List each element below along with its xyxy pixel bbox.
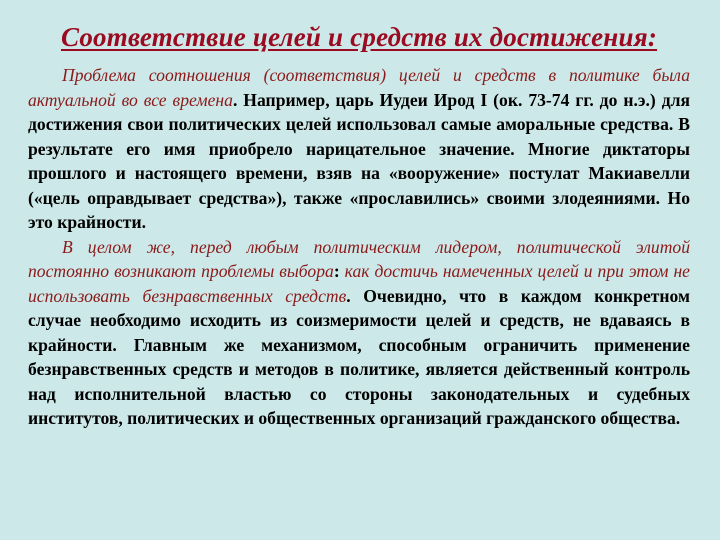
paragraph-1 — [28, 63, 690, 235]
paragraph-2-bold: . Очевидно, что в каждом конкретном случае необходимо исходить из соизмеримости целей и средств, не вдаваясь в крайности. Главным же механизмом, способным ограничить применение безнравственных средств и методов в политике, является действенный контроль над исполнительной властью со стороны законодательных и судебных институтов, политических и общественных организаций гражданского общества. — [28, 285, 690, 428]
slide-title: Соответствие целей и средств их достижения: — [60, 22, 658, 52]
paragraph-2 — [28, 235, 690, 431]
paragraph-2-italic-b: как достичь намеченных целей и при этом не использовать безнравственных средств — [28, 261, 690, 306]
slide-body — [28, 63, 690, 431]
paragraph-2-italic-a: В целом же, перед любым политическим лидером, политической элитой постоянно возникают проблемы выбора — [28, 236, 690, 281]
paragraph-2-colon: : — [333, 261, 340, 281]
paragraph-1-bold: . Например, царь Иудеи Ирод I (ок. 73-74 гг. до н.э.) для достижения свои политических целей использовал самые аморальные средства. В результате его имя приобрело нарицательное значение. Многие диктаторы прошлого и настоящего времени, взяв на «вооружение» постулат Макиавелли («цель оправдывает средства»), также «прославились» своими злодеяниями. Но это крайности. — [28, 89, 690, 232]
paragraph-1-italic: Проблема соотношения (соответствия) целей и средств в политике была актуальной во все времена — [28, 65, 690, 110]
